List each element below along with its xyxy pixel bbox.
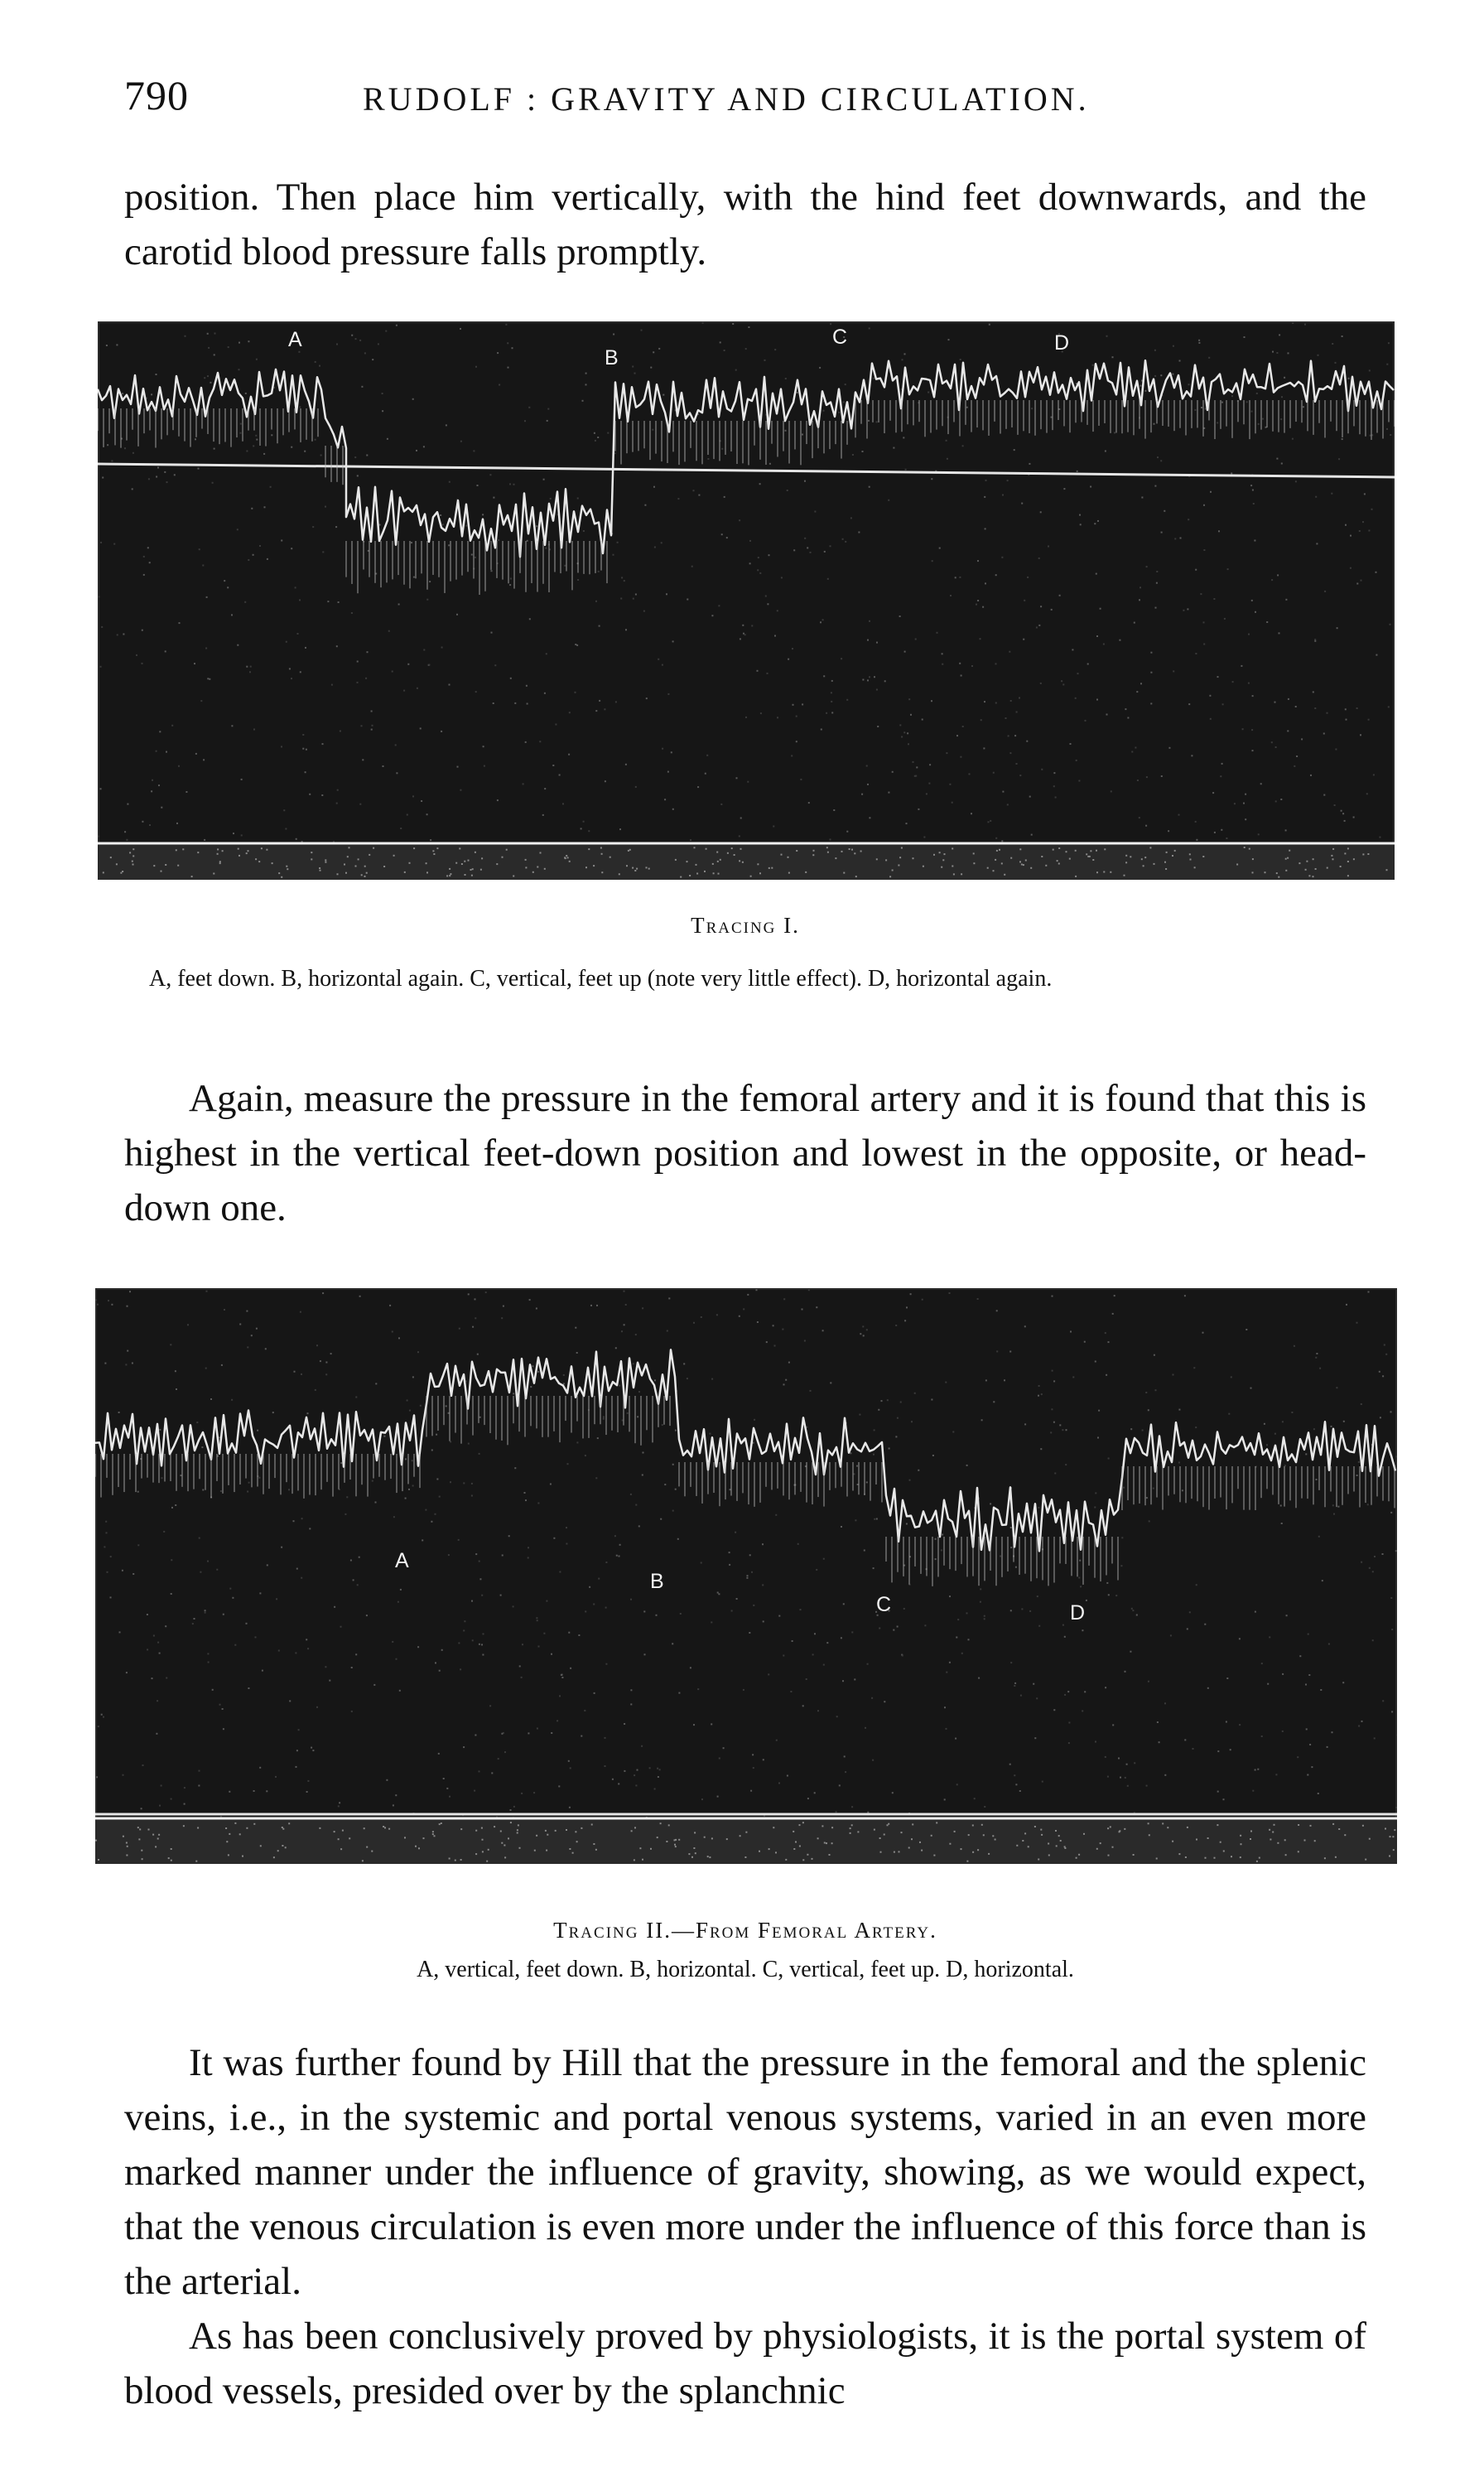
paragraph-3: It was further found by Hill that the pressure in the femoral and the splenic veins, i.e., in the systemic and portal venous systems, varied in an even more marked manner under the influence of gravity, showing, as we would expect, that the venous circulation is even more under the influence of this force than is the arterial. [124,2041,1366,2303]
page-number: 790 [124,72,189,118]
tracing-1-plot [98,321,1395,880]
running-title: RUDOLF : GRAVITY AND CIRCULATION. [363,80,1090,118]
tracing-1-marker-a: A [288,328,302,351]
tracing-2-plot [95,1288,1397,1864]
tracing-2-caption-title: Tracing II.—From Femoral Artery. [553,1918,937,1943]
page-header [124,71,1366,129]
tracing-1-marker-b: B [605,346,619,369]
paragraph-4: As has been conclusively proved by physiologists, it is the portal system of blood vessels, presided over by the splanchnic [124,2315,1366,2412]
paragraph-1: position. Then place him vertically, with the hind feet downwards, and the carotid blood pressure falls promptly. [124,176,1366,273]
tracing-2-marker-b: B [650,1570,664,1593]
tracing-2-legend: A, vertical, feet down. B, horizontal. C, vertical, feet up. D, horizontal. [417,1957,1074,1982]
tracing-1-marker-c: C [832,326,848,349]
tracing-1-legend: A, feet down. B, horizontal again. C, vertical, feet up (note very little effect). D, horizontal again. [149,966,1053,992]
tracing-1-caption-title: Tracing I. [691,913,800,938]
tracing-1-marker-d: D [1054,331,1070,355]
tracing-1-figure [98,321,1395,880]
tracing-2-marker-d: D [1070,1601,1086,1624]
tracing-2-marker-a: A [395,1549,409,1572]
tracing-2-marker-c: C [876,1593,892,1616]
tracing-2-figure [95,1288,1397,1864]
paragraph-2: Again, measure the pressure in the femoral artery and it is found that this is highest in the vertical feet-down position and lowest in the opposite, or head-down one. [124,1077,1366,1229]
